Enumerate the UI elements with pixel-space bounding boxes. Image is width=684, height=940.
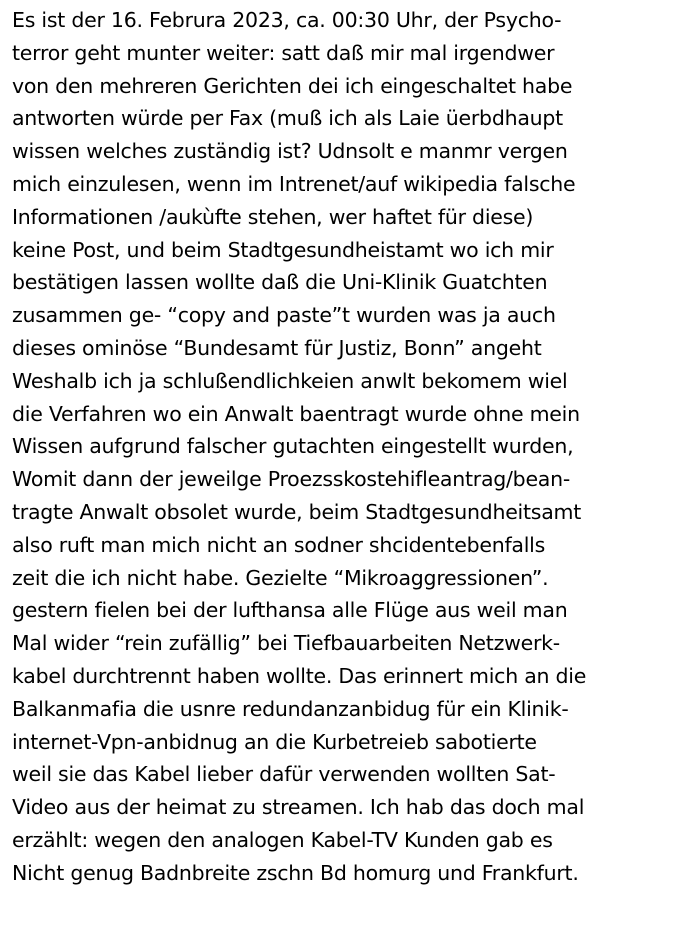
text-line-8: keine Post, und beim Stadtgesundheistamt wo ich mir bbox=[12, 237, 554, 262]
text-line-15: Womit dann der jeweilge Proezsskostehifleantrag/bean- bbox=[12, 467, 571, 492]
text-line-3: von den mehreren Gerichten dei ich eingeschaltet habe bbox=[12, 73, 573, 98]
text-line-17: also ruft man mich nicht an sodner shcidentebenfalls bbox=[12, 532, 546, 557]
text-line-18: zeit die ich nicht habe. Gezielte “Mikroaggressionen”. bbox=[12, 565, 549, 590]
text-line-7: Informationen /aukùfte stehen, wer haftet für diese) bbox=[12, 204, 534, 229]
text-line-21: kabel durchtrennt haben wollte. Das erinnert mich an die bbox=[12, 663, 587, 688]
text-line-10: zusammen ge- “copy and paste”t wurden was ja auch bbox=[12, 303, 556, 328]
text-line-12: Weshalb ich ja schlußendlichkeien anwlt bekomem wiel bbox=[12, 368, 568, 393]
text-line-19: gestern fielen bei der lufthansa alle Flüge aus weil man bbox=[12, 598, 568, 623]
text-line-4: antworten würde per Fax (muß ich als Laie üerbdhaupt bbox=[12, 106, 563, 131]
text-line-22: Balkanmafia die usnre redundanzanbidug für ein Klinik- bbox=[12, 696, 569, 721]
text-line-2: terror geht munter weiter: satt daß mir mal irgendwer bbox=[12, 40, 555, 65]
text-line-27: Nicht genug Badnbreite zschn Bd homurg und Frankfurt. bbox=[12, 860, 579, 885]
text-line-25: Video aus der heimat zu streamen. Ich hab das doch mal bbox=[12, 795, 585, 820]
text-line-23: internet-Vpn-anbidnug an die Kurbetreieb sabotierte bbox=[12, 729, 537, 754]
text-line-5: wissen welches zuständig ist? Udnsolt e manmr vergen bbox=[12, 139, 568, 164]
text-line-11: dieses ominöse “Bundesamt für Justiz, Bonn” angeht bbox=[12, 335, 542, 360]
text-line-20: Mal wider “rein zufällig” bei Tiefbauarbeiten Netzwerk- bbox=[12, 631, 560, 656]
text-line-14: Wissen aufgrund falscher gutachten eingestellt wurden, bbox=[12, 434, 574, 459]
text-line-13: die Verfahren wo ein Anwalt baentragt wurde ohne mein bbox=[12, 401, 580, 426]
text-line-1: Es ist der 16. Februra 2023, ca. 00:30 Uhr, der Psycho- bbox=[12, 8, 562, 32]
text-line-26: erzählt: wegen den analogen Kabel-TV Kunden gab es bbox=[12, 827, 553, 852]
text-line-24: weil sie das Kabel lieber dafür verwenden wollten Sat- bbox=[12, 762, 556, 787]
body-text bbox=[12, 4, 678, 890]
text-line-16: tragte Anwalt obsolet wurde, beim Stadtgesundheitsamt bbox=[12, 499, 582, 524]
text-line-6: mich einzulesen, wenn im Intrenet/auf wikipedia falsche bbox=[12, 171, 576, 196]
text-line-9: bestätigen lassen wollte daß die Uni-Klinik Guatchten bbox=[12, 270, 548, 295]
